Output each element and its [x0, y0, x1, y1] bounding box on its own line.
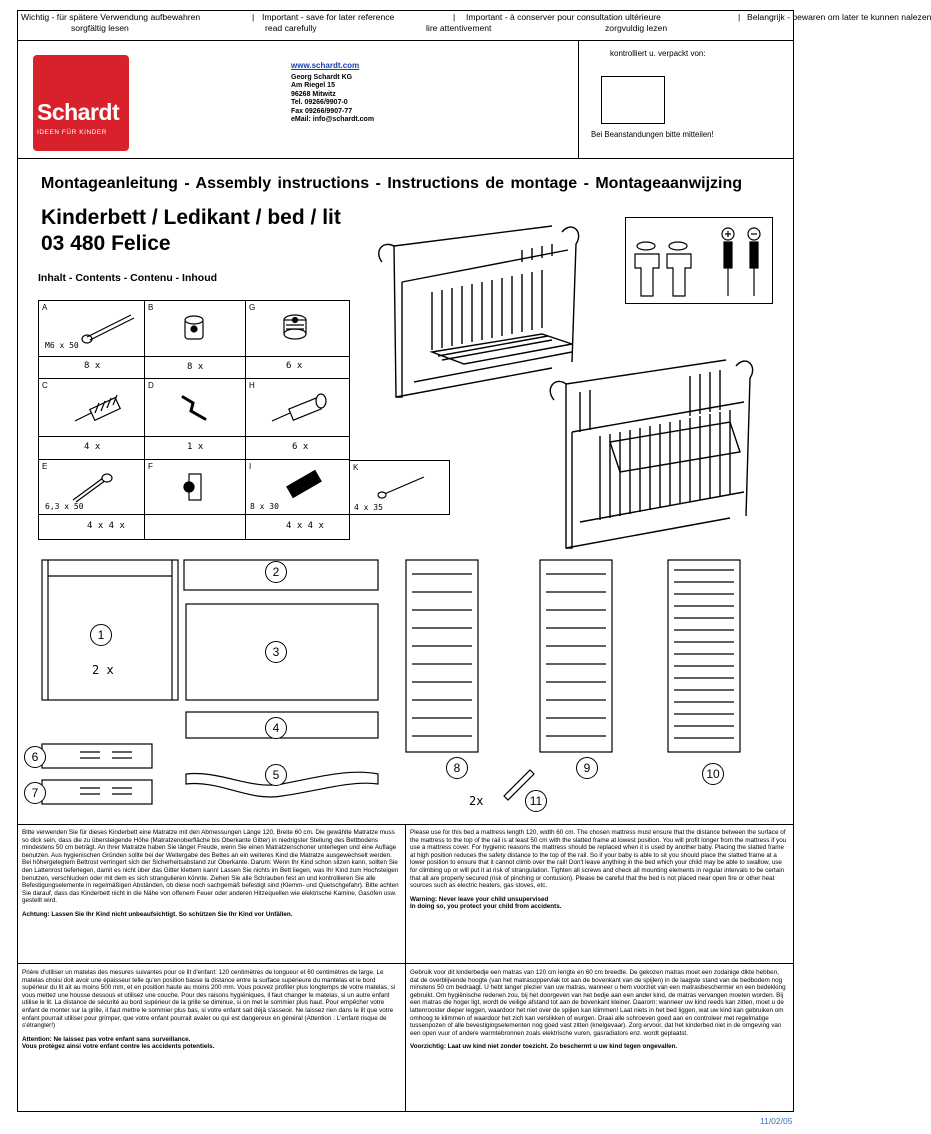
- dutch-warning: Voorzichtig: Laat uw kind niet zonder toezicht. Zo beschermt u uw kind tegen ongevallen.: [410, 1043, 678, 1051]
- fax: Fax 09266/9907-77: [291, 107, 353, 115]
- part-8-shape: [406, 560, 478, 752]
- part-letter: G: [249, 303, 256, 312]
- part-7-shape: [42, 780, 152, 804]
- street: Am Riegel 15: [291, 82, 335, 89]
- warning-de: Wichtig - für spätere Verwendung aufbewahren: [21, 12, 201, 22]
- warning-fr-2: lire attentivement: [426, 23, 492, 33]
- german-warning: Achtung: Lassen Sie Ihr Kind nicht unbeaufsichtigt. So schützen Sie Ihr Kind vor Unfällen.: [22, 910, 293, 918]
- bolt-icon: [79, 309, 139, 343]
- french-instructions: Prière d'utiliser un matelas des mesures suivantes pour ce lit d'enfant: 120 centimètres de longueur et 60 centimètres de large. Le matelas choisi doit avoir une épaisseur telle qu'en position basse la distance entre la surface supérieure du mantelas et le bord supérieur du lit ait au moins 500 mm, et en position haute au moins 200 mm. Vous pouvez profiter plus longtemps de votre matelas, si vous mettez une housse dessous et utilisez une couche. Pour des raisons hygiéniques, il faut changer le matelas, si un autre enfant utilise le lit. La distance de sécurité au bord supérieur de la grille se diminue, si on met le sommier plus haut. Pour empêcher votre enfant de monter sur la grille, il faut mettre le sommier plus bas, si votre enfant sait déjà s'asseoir. Ne laissez rien dans le lit que votre enfant pourrait utiliser pour grimper, que votre enfant pourrait avaler ou qui est dangereux en général (Attention : L'enfant risque de s'étrangler!): [22, 969, 396, 1030]
- document-date: 11/02/05: [760, 1116, 793, 1126]
- warning-en-2: read carefully: [265, 23, 317, 33]
- tools-box: [625, 217, 773, 304]
- logo-name: Schardt: [37, 99, 120, 125]
- allen-key-icon: [175, 387, 215, 427]
- warning-de-2: sorgfältig lesen: [71, 23, 129, 33]
- complaint-note: Bei Beanstandungen bitte mitteilen!: [591, 130, 714, 139]
- website-link[interactable]: www.schardt.com: [291, 61, 360, 70]
- divider: [17, 40, 794, 41]
- text-dutch: [410, 969, 788, 1051]
- part-size: 6,3 x 50: [45, 502, 84, 511]
- company-address: [291, 62, 374, 125]
- part-cell-h: [246, 379, 350, 437]
- part-1-qty: 2 x: [92, 663, 114, 677]
- bracket-icon: [173, 470, 213, 506]
- components-diagram: [30, 552, 780, 814]
- part-qty: 1 x: [187, 442, 204, 452]
- part-size: M6 x 50: [45, 341, 79, 350]
- text-german: [22, 829, 400, 919]
- dutch-instructions: Gebruik voor dit kinderbedje een matras van 120 cm lengte en 60 cm breedte. De gekozen matras moet een zodanige dikte hebben, dat de overblijvende hoogte (van het matrasoppervlak tot aan de bovenkant van de spijlen) in de laagste stand van de bedbodem nog minstens 50 cm bedraagt. U hebt langer plezier van uw matras, wanneer u hem voorziet van een matrasbeschermer en een bedekking gebruikt. Om hygiënische redenen zou, bij het doorgeven van het bedje aan een ander kind, de matras vervangen moeten worden. Bij een matras die hoger ligt, wordt de veilige afstand tot aan de bovenkant kleiner. Daarom: wanneer uw kind reeds kan zitten, moet u de lattenrooster dieper leggen, waardoor het niet over de spijlen kan klimmen! Laat niets in het bed liggen, wat uw kind kan gebruiken om omhoog te klimmen of waardoor het zich kan verslikken of wurgen. Draai alle schroeven goed aan en controleer met regelmatige tussenpozen of alle bevestigingselementen nog goed vast zitten (knelgevaar). Zorg ervoor, dat het kinderbed niet in de omgeving van een open vuur of andere warmtebronnen zoals elektrische vuren, gasradiators enz. wordt geplaatst.: [410, 969, 786, 1037]
- parts-grid: [38, 300, 383, 540]
- part-number-8: 8: [446, 757, 468, 779]
- english-warning-1: Warning: Never leave your child unsupervised: [410, 895, 549, 903]
- barrel-nut-icon: [181, 313, 209, 345]
- part-number-11: 11: [525, 790, 547, 812]
- company-name: Georg Schardt KG: [291, 73, 353, 81]
- qty-cell: [145, 437, 246, 460]
- french-warning-2: Vous protégez ainsi votre enfant contre les accidents potentiels.: [22, 1043, 215, 1051]
- qty-cell: [246, 357, 350, 379]
- part-size: 8 x 30: [250, 502, 279, 511]
- email: eMail: info@schardt.com: [291, 116, 375, 123]
- warning-nl-2: zorgvuldig lezen: [605, 23, 668, 33]
- part-letter: K: [353, 463, 359, 472]
- part-cell-b: [145, 300, 246, 357]
- part-number-1: 1: [90, 624, 112, 646]
- warning-en: Important - save for later reference: [262, 12, 395, 22]
- part-cell-k: [350, 460, 450, 515]
- german-instructions: Bitte verwenden Sie für dieses Kinderbett eine Matratze mit den Abmessungen Länge 120, Breite 60 cm. Die gewählte Matratze muss so dick sein, dass die zu übersteigende Höhe (Matratzenoberfläche bis Oberkante Gitter) in niedrigster Stellung des Bettbodens mindestens 50 cm beträgt. An Ihrer Matratze haben Sie länger Freude, wenn Sie einen Matratzenschoner unterlegen und eine Auflage benutzen. Aus hygienischen Gründen sollte bei der Weitergabe des Bettes an ein weiteres Kind die Matratze ausgewechselt werden. Bei höhergelegtem Bettrost verringert sich der Sicherheitsabstand zur Oberkante. Darum: Wenn Ihr Kind schon sitzen kann, sollten Sie den Lattenrost tieferlegen, damit es nicht über das Gitter klettern kann! Lassen Sie nichts im Bett liegen, was Ihr Kind zum Hochsteigen benutzen, verschlucken oder mit dem es sich strangulieren könnte. Ziehen Sie alle Schrauben fest an und kontrollieren Sie alle Befestigungselemente in regelmäßigen Abständen, ob diese noch sachgemäß befestigt sind (Klemm- und Quetschgefahr). Bitte achten Sie darauf, dass das Kinderbett nicht in die Nähe von offenem Feuer oder anderen Hitzequellen wie elektrische Kamine, Gasöfen usw. gestellt wird.: [22, 829, 399, 905]
- part-qty: 8 x: [187, 362, 204, 372]
- part-qty: 6 x: [286, 361, 303, 371]
- part-letter: C: [42, 381, 48, 390]
- top-warnings: [18, 12, 931, 34]
- qty-cell: [246, 515, 350, 540]
- part-cell-c: [38, 379, 145, 437]
- screw-icon: [65, 468, 115, 506]
- part-10-shape: [668, 560, 740, 752]
- tools-illustration: [626, 218, 772, 303]
- warning-nl: Belangrijk - bewaren om later te kunnen nalezen: [747, 12, 931, 22]
- separator: |: [252, 12, 255, 22]
- part-letter: F: [148, 462, 153, 471]
- part-letter: B: [148, 303, 154, 312]
- part-number-6: 6: [24, 746, 46, 768]
- french-warning-1: Attention: Ne laissez pas votre enfant sans surveillance.: [22, 1035, 191, 1043]
- connector-bolt-icon: [266, 389, 336, 429]
- schardt-logo: [33, 55, 129, 151]
- qty-cell: [145, 357, 246, 379]
- qty-cell: [145, 515, 246, 540]
- product-title: Kinderbett / Ledikant / bed / lit: [41, 206, 341, 229]
- english-instructions: Please use for this bed a mattress length 120, width 60 cm. The chosen mattress must ensure that the distance between the surface of the mattress to the top of the rail is at least 50 cm with the slatted frame at lowest position. You will profit longer from the mattress if you use a mattress cover. For hygienic reasons the mattress should be replaced when it is used by another baby. Placing the slatted frame at high position reduces the safety distance to the top of the rail. So if your baby is able to sit you should place the slatted frame at a lower position to ensure that it cannot climb over the rail! Don't leave anything in the bed which your child may be able to swallow, use for climbing up or will put it at risk of strangulation. Tighten all screws and check all mounting elements in regular intervals to be certain that all are properly secured (risk of pinching or contusion). Please be careful that the bed is not placed near open fire or other heat sources such as electric heaters, gas stoves, etc.: [410, 829, 787, 890]
- text-french: [22, 969, 400, 1051]
- contents-heading: Inhalt - Contents - Contenu - Inhoud: [38, 272, 218, 284]
- part-number-5: 5: [265, 764, 287, 786]
- part-9-shape: [540, 560, 612, 752]
- part-qty: 4 x: [84, 442, 101, 452]
- part-qty: 6 x: [292, 442, 309, 452]
- part-11-qty: 2x: [469, 794, 484, 808]
- cam-lock-icon: [280, 311, 310, 343]
- logo-tagline: IDEEN FÜR KINDER: [37, 129, 107, 136]
- crib-illustration-high: [540, 352, 770, 552]
- english-warning-2: In doing so, you protect your child from accidents.: [410, 903, 562, 911]
- phone: Tel. 09266/9907-0: [291, 99, 348, 106]
- text-english: [410, 829, 788, 911]
- part-number-2: 2: [265, 561, 287, 583]
- divider: [17, 963, 794, 964]
- part-qty: 8 x: [84, 361, 101, 371]
- divider: [578, 40, 579, 158]
- part-cell-i: [246, 460, 350, 515]
- part-cell-g: [246, 300, 350, 357]
- model-title: 03 480 Felice: [41, 232, 171, 255]
- part-qty: 4 x 4 x: [286, 521, 324, 531]
- control-label: kontrolliert u. verpackt von:: [610, 49, 706, 58]
- part-cell-a: [38, 300, 145, 357]
- part-cell-d: [145, 379, 246, 437]
- wood-screw-icon: [376, 471, 436, 501]
- qty-cell: [38, 437, 145, 460]
- part-number-3: 3: [265, 641, 287, 663]
- divider: [17, 158, 794, 159]
- part-letter: I: [249, 462, 252, 471]
- threaded-insert-icon: [69, 391, 129, 427]
- part-qty: 4 x 4 x: [87, 521, 125, 531]
- part-letter: H: [249, 381, 255, 390]
- part-6-shape: [42, 744, 152, 768]
- qty-cell: [38, 515, 145, 540]
- control-stamp-box: [601, 76, 665, 124]
- dowel-icon: [278, 466, 328, 504]
- part-letter: D: [148, 381, 154, 390]
- separator: |: [453, 12, 456, 22]
- divider: [405, 824, 406, 1112]
- part-cell-f: [145, 460, 246, 515]
- part-letter: E: [42, 462, 48, 471]
- part-number-4: 4: [265, 717, 287, 739]
- part-number-10: 10: [702, 763, 724, 785]
- qty-cell: [38, 357, 145, 379]
- part-number-7: 7: [24, 782, 46, 804]
- part-size: 4 x 35: [354, 503, 383, 512]
- qty-cell: [246, 437, 350, 460]
- assembly-title: Montageanleitung - Assembly instructions - Instructions de montage - Montageaanwijzing: [41, 175, 743, 192]
- separator: |: [738, 12, 741, 22]
- part-number-9: 9: [576, 757, 598, 779]
- part-letter: A: [42, 303, 48, 312]
- part-cell-e: [38, 460, 145, 515]
- city: 96268 Mitwitz: [291, 90, 336, 98]
- warning-fr: Important - à conserver pour consultation ultérieure: [466, 12, 661, 22]
